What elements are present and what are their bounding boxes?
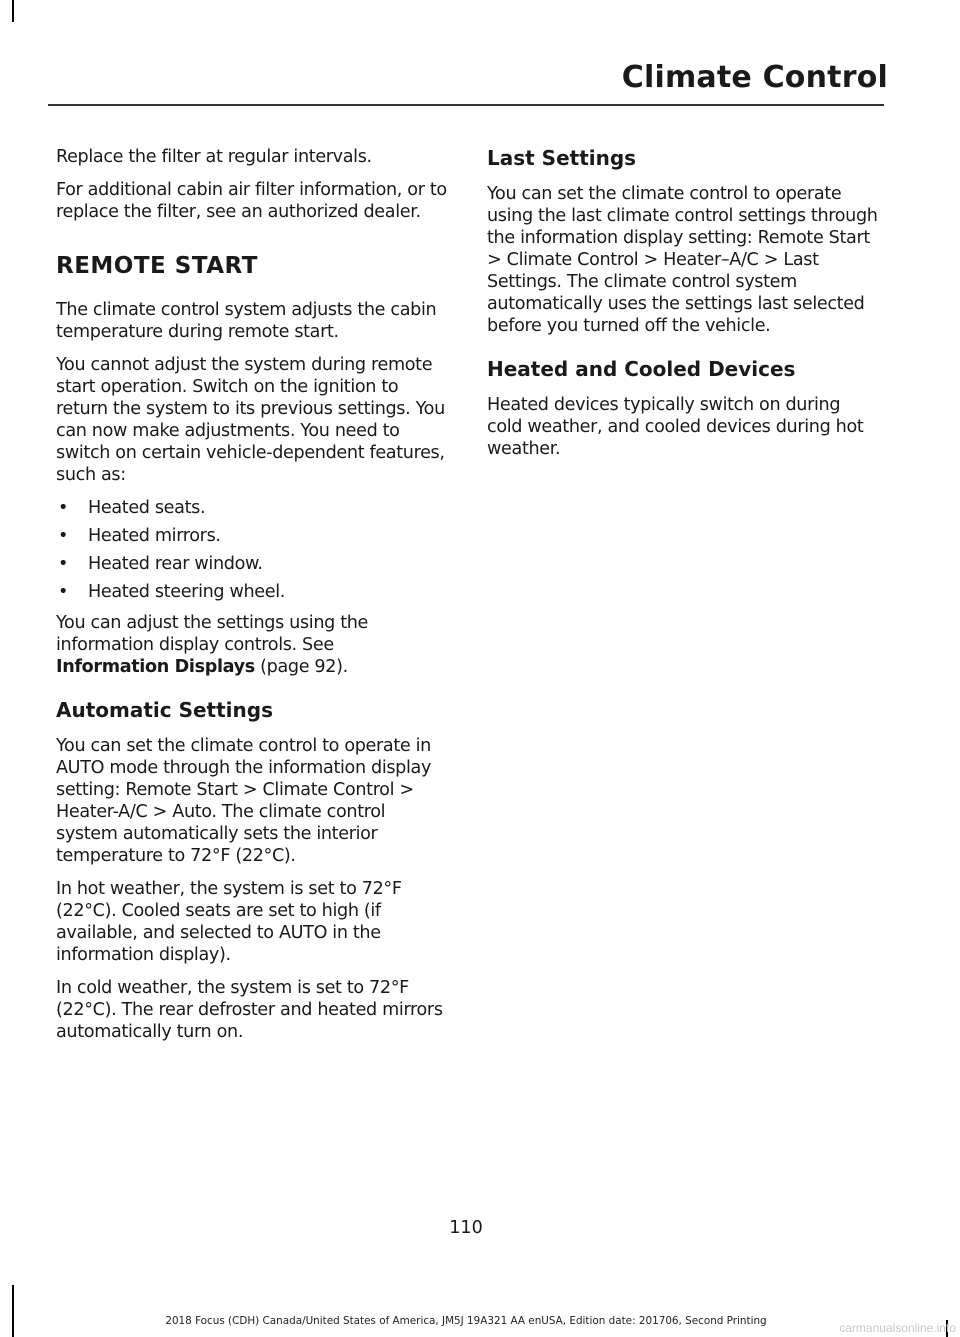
footer-text: 2018 Focus (CDH) Canada/United States of America, JM5J 19A321 AA enUSA, Edition date: 201706, Second Printing bbox=[165, 1315, 767, 1327]
hot-weather-paragraph: In hot weather, the system is set to 72°F (22°C). Cooled seats are set to high (if available, and selected to AUTO in the information display). bbox=[56, 879, 402, 965]
crop-mark-bottom-left-v bbox=[12, 1285, 14, 1337]
feature-list bbox=[56, 497, 448, 603]
list-item bbox=[56, 581, 448, 603]
crop-mark-top-left-v bbox=[12, 0, 14, 22]
list-item bbox=[56, 553, 448, 575]
last-settings-paragraph: You can set the climate control to operate using the last climate control settings through the information display setting: Remote Start > Climate Control > Heater–A/C > Last Settings. The climate control system automatically uses the settings last selected before you turned off the vehicle. bbox=[487, 184, 878, 336]
list-item-text: Heated steering wheel. bbox=[88, 582, 286, 602]
remote-start-heading: REMOTE START bbox=[56, 253, 258, 279]
last-settings-heading: Last Settings bbox=[487, 146, 637, 170]
cold-weather-paragraph: In cold weather, the system is set to 72°F (22°C). The rear defroster and heated mirrors automatically turn on. bbox=[56, 978, 443, 1042]
page-reference: (page 92). bbox=[254, 657, 348, 677]
watermark: carmanualsonline.info bbox=[839, 1321, 956, 1335]
remote-start-intro: The climate control system adjusts the cabin temperature during remote start. bbox=[56, 300, 437, 342]
automatic-settings-heading: Automatic Settings bbox=[56, 698, 273, 722]
page-title: Climate Control bbox=[621, 60, 888, 95]
settings-text: You can adjust the settings using the information display controls. See bbox=[56, 613, 369, 655]
bullet-icon: • bbox=[58, 582, 69, 602]
remote-start-details: You cannot adjust the system during remote start operation. Switch on the ignition to return the system to its previous settings. You can now make adjustments. You need to switch on certain vehicle-dependent features, such as: bbox=[56, 355, 445, 485]
right-column bbox=[487, 146, 879, 471]
list-item bbox=[56, 497, 448, 519]
header-rule bbox=[48, 104, 884, 106]
list-item bbox=[56, 525, 448, 547]
list-item-text: Heated mirrors. bbox=[88, 526, 221, 546]
bullet-icon: • bbox=[58, 498, 69, 518]
devices-paragraph: Heated devices typically switch on during cold weather, and cooled devices during hot weather. bbox=[487, 395, 864, 459]
filter-paragraph: Replace the filter at regular intervals. bbox=[56, 147, 372, 167]
bullet-icon: • bbox=[58, 554, 69, 574]
auto-mode-paragraph: You can set the climate control to operate in AUTO mode through the information display setting: Remote Start > Climate Control > Heater-A/C > Auto. The climate control system automatically sets the interior temperature to 72°F (22°C). bbox=[56, 736, 432, 866]
heated-cooled-devices-heading: Heated and Cooled Devices bbox=[487, 357, 796, 381]
information-displays-link[interactable]: Information Displays bbox=[56, 657, 255, 677]
settings-paragraph bbox=[56, 612, 448, 678]
left-column bbox=[56, 146, 448, 1054]
list-item-text: Heated seats. bbox=[88, 498, 206, 518]
filter-info-paragraph: For additional cabin air filter information, or to replace the filter, see an authorized dealer. bbox=[56, 180, 447, 222]
page-number: 110 bbox=[449, 1218, 483, 1238]
bullet-icon: • bbox=[58, 526, 69, 546]
list-item-text: Heated rear window. bbox=[88, 554, 263, 574]
